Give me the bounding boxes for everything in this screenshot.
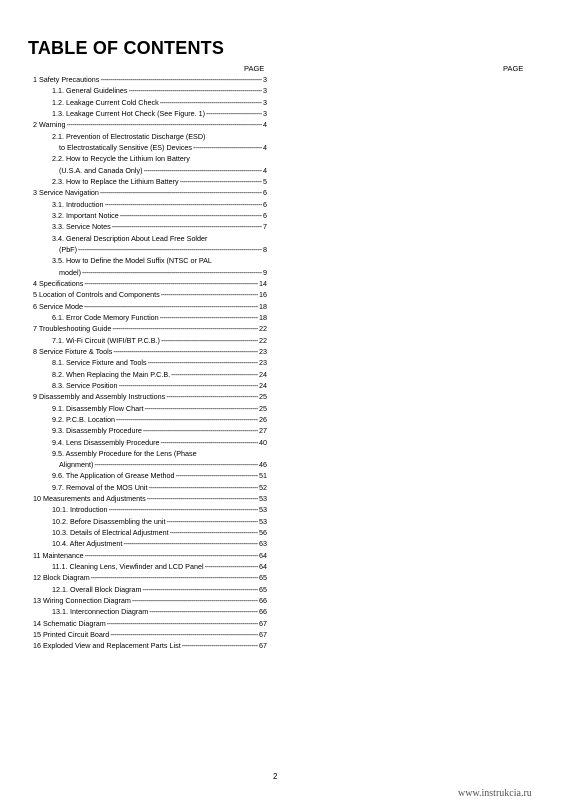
toc-leader-dashes (85, 550, 258, 561)
toc-entry-page: 14 (259, 278, 267, 288)
toc-entry-title: 9.7. Removal of the MOS Unit (52, 482, 148, 492)
toc-entry-page: 46 (259, 460, 267, 470)
toc-entry-title: 3.4. General Description About Lead Free Solder (52, 233, 208, 243)
toc-entry-page: 53 (259, 505, 267, 515)
toc-leader-dashes (148, 482, 258, 493)
toc-section-entry (33, 346, 267, 357)
toc-entry-page: 4 (263, 142, 267, 152)
toc-leader-dashes (149, 606, 258, 617)
toc-subsection-entry (33, 221, 267, 232)
toc-entry-title: 1.3. Leakage Current Hot Check (See Figure. 1) (52, 108, 206, 118)
toc-entry-page: 7 (263, 222, 267, 232)
toc-entry-page: 53 (259, 494, 267, 504)
toc-entry-title: 7 Troubleshooting Guide (33, 324, 112, 334)
toc-subsection-entry (33, 108, 267, 119)
page-column-header-left: PAGE (244, 64, 265, 73)
toc-leader-dashes (113, 346, 258, 357)
toc-subsection-entry (33, 199, 267, 210)
toc-entry-page: 24 (259, 369, 267, 379)
toc-entry-page: 16 (259, 290, 267, 300)
toc-subsection-entry (33, 357, 267, 368)
toc-entry-title: 2.3. How to Replace the Lithium Battery (52, 176, 179, 186)
toc-entry-page: 27 (259, 426, 267, 436)
toc-leader-dashes (109, 504, 258, 515)
toc-section-entry (33, 629, 267, 640)
toc-leader-dashes (161, 335, 258, 346)
toc-leader-dashes (112, 221, 262, 232)
toc-entry-title: 9 Disassembly and Assembly Instructions (33, 392, 166, 402)
toc-entry-title: 8.2. When Replacing the Main P.C.B. (52, 369, 171, 379)
toc-leader-dashes (120, 210, 262, 221)
toc-leader-dashes (112, 323, 258, 334)
toc-subsection-entry (33, 448, 267, 459)
page-number: 2 (273, 772, 278, 781)
toc-entry-page: 22 (259, 335, 267, 345)
toc-entry-title: 10 Measurements and Adjustments (33, 494, 146, 504)
toc-leader-dashes (160, 312, 258, 323)
watermark: www.instrukcia.ru (458, 788, 532, 799)
toc-entry-title: 13.1. Interconnection Diagram (52, 607, 149, 617)
toc-entry-title: 9.2. P.C.B. Location (52, 414, 115, 424)
toc-section-entry (33, 618, 267, 629)
toc-leader-dashes (100, 187, 262, 198)
toc-entry-page: 23 (259, 346, 267, 356)
toc-leader-dashes (176, 470, 258, 481)
toc-subsection-entry (33, 312, 267, 323)
toc-entry-title: 2.2. How to Recycle the Lithium Ion Battery (52, 154, 190, 164)
toc-leader-dashes (206, 108, 262, 119)
toc-entry-page: 51 (259, 471, 267, 481)
toc-subsection-entry (33, 210, 267, 221)
toc-entry-page: 3 (263, 108, 267, 118)
toc-leader-dashes (67, 119, 263, 130)
toc-entry-title: 9.1. Disassembly Flow Chart (52, 403, 144, 413)
toc-section-entry (33, 119, 267, 130)
toc-entry-title: 3.3. Service Notes (52, 222, 111, 232)
toc-entry-page: 3 (263, 97, 267, 107)
toc-entry-title: 10.4. After Adjustment (52, 539, 123, 549)
toc-subsection-entry (33, 369, 267, 380)
toc-entry-title: (U.S.A. and Canada Only) (59, 165, 143, 175)
toc-entry-title: 6.1. Error Code Memory Function (52, 312, 159, 322)
toc-section-entry (33, 640, 267, 651)
toc-entry-page: 22 (259, 324, 267, 334)
toc-leader-dashes (171, 369, 258, 380)
toc-entry-title: 1.2. Leakage Current Cold Check (52, 97, 159, 107)
toc-leader-dashes (205, 561, 258, 572)
toc-entry-title: 4 Specifications (33, 278, 84, 288)
toc-entry-page: 6 (263, 199, 267, 209)
toc-entry-title: 10.1. Introduction (52, 505, 108, 515)
toc-subsection-entry (33, 403, 267, 414)
toc-entry-page: 3 (263, 86, 267, 96)
toc-entry-page: 56 (259, 528, 267, 538)
toc-subsection-entry (33, 255, 267, 266)
toc-entry-page: 9 (263, 267, 267, 277)
toc-entry-title: Alignment) (59, 460, 94, 470)
toc-section-entry (33, 289, 267, 300)
toc-entry-page: 25 (259, 403, 267, 413)
toc-entry-title: 8.1. Service Fixture and Tools (52, 358, 147, 368)
toc-leader-dashes (143, 425, 258, 436)
toc-entry-continuation (33, 267, 267, 278)
toc-entry-title: 3.2. Important Notice (52, 210, 119, 220)
toc-section-entry (33, 595, 267, 606)
toc-leader-dashes (105, 199, 262, 210)
toc-entry-page: 24 (259, 380, 267, 390)
toc-entry-title: 14 Schematic Diagram (33, 618, 106, 628)
toc-entry-title: 11 Maintenance (33, 550, 84, 560)
toc-subsection-entry (33, 516, 267, 527)
toc-leader-dashes (84, 301, 258, 312)
toc-entry-page: 67 (259, 618, 267, 628)
toc-entry-page: 6 (263, 210, 267, 220)
toc-subsection-entry (33, 470, 267, 481)
toc-entry-page: 64 (259, 562, 267, 572)
toc-entry-page: 18 (259, 301, 267, 311)
toc-entry-page: 3 (263, 75, 267, 84)
toc-subsection-entry (33, 504, 267, 515)
toc-entry-title: 9.4. Lens Disassembly Procedure (52, 437, 160, 447)
toc-entry-title: 16 Exploded View and Replacement Parts List (33, 641, 181, 651)
toc-entry-title: 9.3. Disassembly Procedure (52, 426, 142, 436)
toc-entry-page: 4 (263, 165, 267, 175)
page-column-header-right: PAGE (503, 64, 524, 73)
toc-leader-dashes (78, 244, 262, 255)
toc-leader-dashes (116, 414, 258, 425)
toc-section-entry (33, 323, 267, 334)
toc-entry-title: 7.1. Wi-Fi Circuit (WIFI/BT P.C.B.) (52, 335, 160, 345)
toc-entry-page: 5 (263, 176, 267, 186)
toc-entry-title: 3 Service Navigation (33, 188, 99, 198)
toc-entry-title: 3.1. Introduction (52, 199, 104, 209)
toc-subsection-entry (33, 414, 267, 425)
document-title: TABLE OF CONTENTS (28, 38, 225, 58)
toc-subsection-entry (33, 233, 267, 244)
toc-entry-title: 15 Printed Circuit Board (33, 630, 110, 640)
toc-entry-page: 64 (259, 550, 267, 560)
toc-leader-dashes (166, 516, 258, 527)
toc-entry-title: 1.1. General Guidelines (52, 86, 128, 96)
toc-entry-title: 10.3. Details of Electrical Adjustment (52, 528, 169, 538)
toc-section-entry (33, 550, 267, 561)
toc-entry-title: 2.1. Prevention of Electrostatic Discharge (ESD) (52, 131, 206, 141)
toc-subsection-entry (33, 425, 267, 436)
toc-entry-page: 40 (259, 437, 267, 447)
toc-subsection-entry (33, 437, 267, 448)
toc-subsection-entry (33, 335, 267, 346)
toc-subsection-entry (33, 606, 267, 617)
toc-entry-page: 67 (259, 641, 267, 651)
toc-section-entry (33, 572, 267, 583)
toc-leader-dashes (161, 289, 258, 300)
toc-entry-page: 66 (259, 607, 267, 617)
toc-subsection-entry (33, 527, 267, 538)
toc-leader-dashes (160, 97, 262, 108)
toc-entry-page: 18 (259, 312, 267, 322)
toc-subsection-entry (33, 85, 267, 96)
toc-subsection-entry (33, 584, 267, 595)
toc-entry-title: 12 Block Diagram (33, 573, 90, 583)
toc-leader-dashes (144, 403, 258, 414)
toc-leader-dashes (129, 85, 262, 96)
toc-leader-dashes (166, 391, 258, 402)
toc-entry-page: 65 (259, 584, 267, 594)
toc-section-entry (33, 278, 267, 289)
toc-entry-title: 1 Safety Precautions (33, 75, 100, 84)
toc-entry-page: 8 (263, 244, 267, 254)
toc-entry-continuation (33, 459, 267, 470)
toc-entry-title: 8.3. Service Position (52, 380, 118, 390)
toc-subsection-entry (33, 153, 267, 164)
toc-entry-title: 8 Service Fixture & Tools (33, 346, 113, 356)
toc-leader-dashes (160, 437, 258, 448)
toc-subsection-entry (33, 97, 267, 108)
toc-section-entry (33, 493, 267, 504)
toc-leader-dashes (91, 572, 258, 583)
toc-entry-title: 6 Service Mode (33, 301, 83, 311)
toc-entry-page: 63 (259, 539, 267, 549)
toc-section-entry (33, 391, 267, 402)
toc-entry-title: 5 Location of Controls and Components (33, 290, 160, 300)
toc-entry-page: 25 (259, 392, 267, 402)
toc-leader-dashes (148, 357, 258, 368)
toc-entry-page: 53 (259, 516, 267, 526)
toc-entry-title: 10.2. Before Disassembling the unit (52, 516, 166, 526)
toc-leader-dashes (100, 74, 262, 85)
toc-leader-dashes (82, 267, 262, 278)
toc-subsection-entry (33, 380, 267, 391)
toc-leader-dashes (119, 380, 258, 391)
toc-section-entry (33, 187, 267, 198)
toc-leader-dashes (193, 142, 262, 153)
toc-leader-dashes (170, 527, 258, 538)
toc-leader-dashes (94, 459, 258, 470)
toc-entry-title: 3.5. How to Define the Model Suffix (NTSC or PAL (52, 256, 212, 266)
toc-leader-dashes (84, 278, 258, 289)
toc-entry-title: model) (59, 267, 81, 277)
toc-leader-dashes (142, 584, 258, 595)
toc-entry-page: 23 (259, 358, 267, 368)
toc-entry-page: 4 (263, 120, 267, 130)
toc-leader-dashes (123, 538, 258, 549)
table-of-contents (33, 74, 267, 652)
toc-entry-page: 6 (263, 188, 267, 198)
toc-entry-title: 9.6. The Application of Grease Method (52, 471, 175, 481)
toc-subsection-entry (33, 538, 267, 549)
toc-subsection-entry (33, 176, 267, 187)
toc-entry-title: 9.5. Assembly Procedure for the Lens (Phase (52, 448, 197, 458)
toc-entry-page: 66 (259, 596, 267, 606)
toc-entry-page: 26 (259, 414, 267, 424)
toc-section-entry (33, 74, 267, 85)
toc-entry-title: 2 Warning (33, 120, 66, 130)
toc-section-entry (33, 301, 267, 312)
toc-leader-dashes (107, 618, 258, 629)
toc-entry-page: 67 (259, 630, 267, 640)
toc-entry-title: (PbF) (59, 244, 77, 254)
toc-entry-continuation (33, 165, 267, 176)
toc-entry-title: to Electrostatically Sensitive (ES) Devices (59, 142, 193, 152)
toc-leader-dashes (180, 176, 262, 187)
toc-leader-dashes (110, 629, 258, 640)
toc-entry-page: 65 (259, 573, 267, 583)
toc-leader-dashes (132, 595, 258, 606)
toc-subsection-entry (33, 131, 267, 142)
toc-subsection-entry (33, 482, 267, 493)
toc-entry-title: 11.1. Cleaning Lens, Viewfinder and LCD Panel (52, 562, 204, 572)
toc-leader-dashes (147, 493, 258, 504)
toc-entry-continuation (33, 244, 267, 255)
toc-entry-title: 12.1. Overall Block Diagram (52, 584, 142, 594)
toc-subsection-entry (33, 561, 267, 572)
toc-entry-page: 52 (259, 482, 267, 492)
toc-entry-title: 13 Wiring Connection Diagram (33, 596, 131, 606)
toc-entry-continuation (33, 142, 267, 153)
toc-leader-dashes (144, 165, 263, 176)
toc-leader-dashes (182, 640, 258, 651)
